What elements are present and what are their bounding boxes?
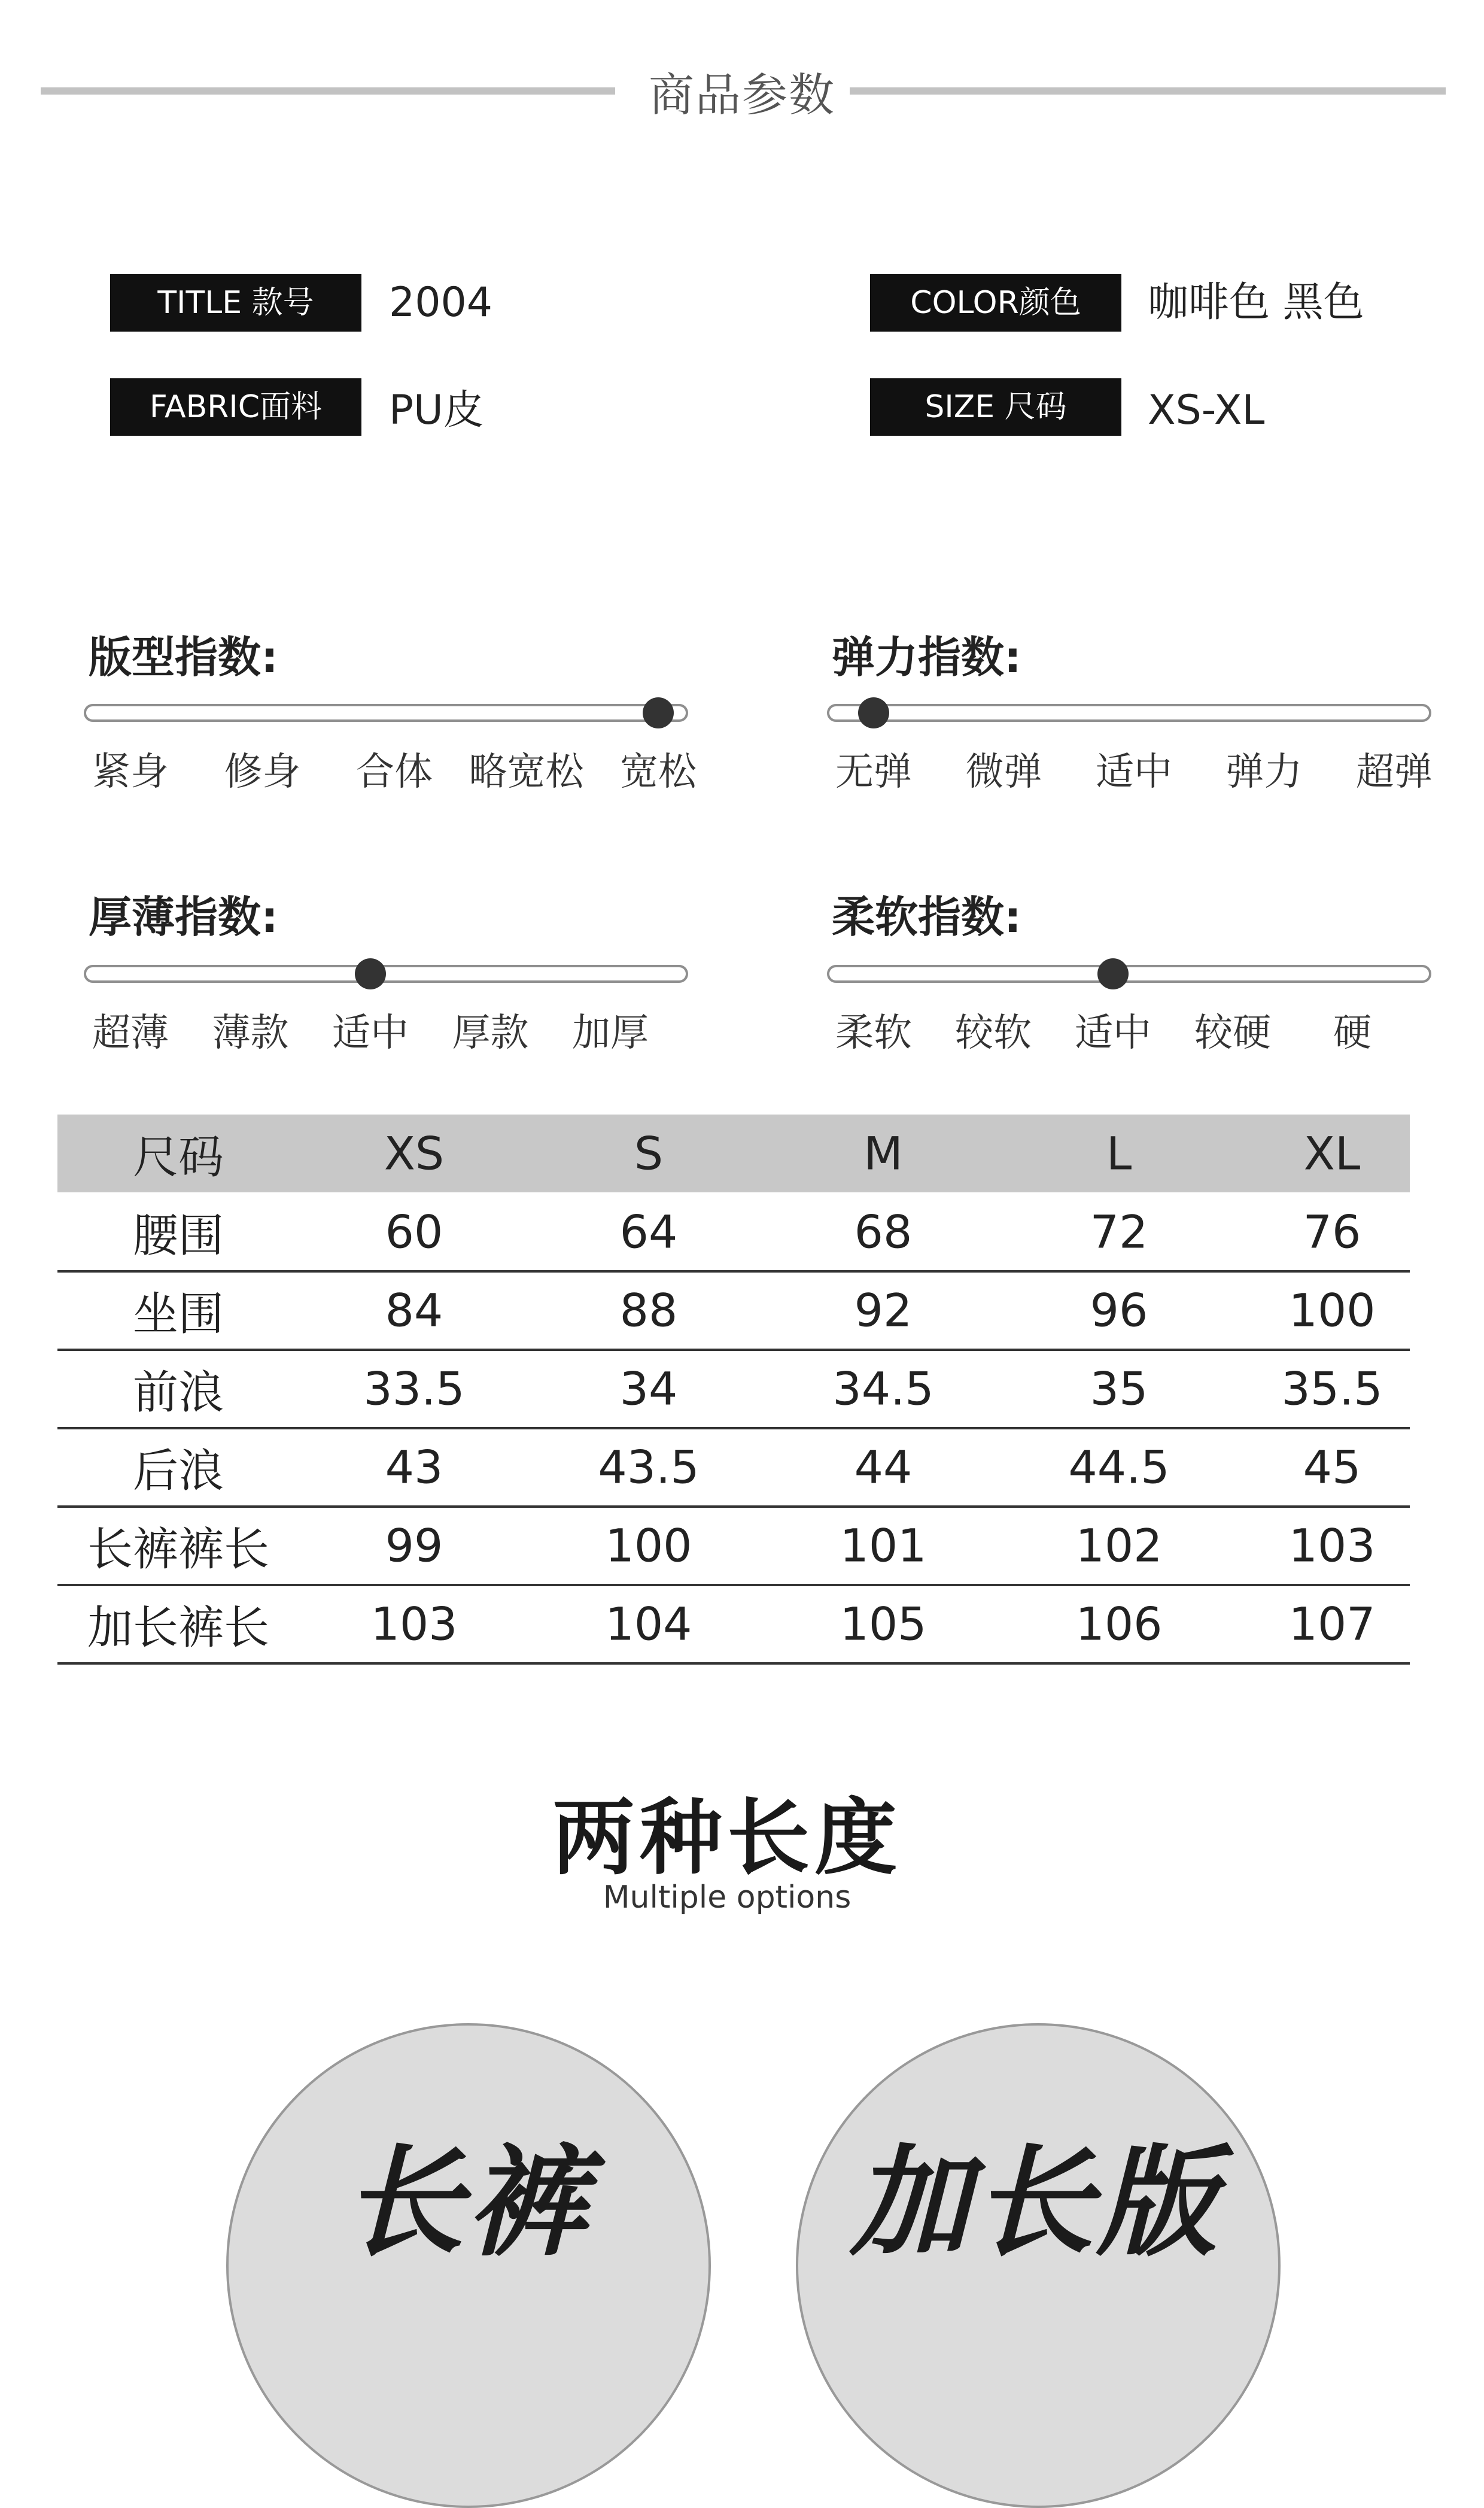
table-cell: 101 — [840, 1519, 927, 1572]
index-tick-label: 厚款 — [452, 1011, 529, 1055]
table-cell: 44 — [854, 1440, 913, 1494]
index-tick-label: 柔软 — [835, 1011, 912, 1055]
table-cell: 43 — [385, 1440, 443, 1494]
table-cell: 34 — [619, 1362, 678, 1416]
index-tick-label: 弹力 — [1225, 750, 1303, 794]
index-tick-label: 薄款 — [212, 1011, 289, 1055]
param-value: XS-XL — [1148, 387, 1265, 434]
header-line-left — [41, 87, 615, 95]
table-cell: 68 — [854, 1205, 913, 1259]
table-cell: 76 — [1303, 1205, 1361, 1259]
table-row-divider — [57, 1270, 1410, 1273]
index-knob — [355, 958, 386, 989]
index-title: 版型指数: — [89, 632, 278, 682]
index-track — [84, 965, 688, 983]
index-tick-label: 适中 — [1075, 1011, 1151, 1055]
index-tick-label: 硬 — [1333, 1011, 1372, 1055]
index-tick-label: 合体 — [356, 750, 433, 794]
index-tick-label: 较软 — [955, 1011, 1032, 1055]
table-cell: 45 — [1303, 1440, 1361, 1494]
table-row-divider — [57, 1662, 1410, 1665]
index-tick-label: 适中 — [1096, 750, 1172, 794]
index-knob — [643, 697, 674, 728]
table-header-cell: XL — [1303, 1127, 1361, 1180]
table-cell: 92 — [854, 1283, 913, 1337]
table-cell: 44.5 — [1068, 1440, 1170, 1494]
table-row-divider — [57, 1505, 1410, 1508]
index-tick-label: 加厚 — [572, 1011, 649, 1055]
table-row-divider — [57, 1349, 1410, 1351]
index-tick-label: 略宽松 — [469, 750, 584, 794]
table-row-divider — [57, 1584, 1410, 1586]
param-value: 咖啡色 黑色 — [1148, 279, 1364, 326]
option-label-long: 加长版 — [850, 2133, 1221, 2273]
table-row-label: 腰围 — [133, 1209, 224, 1262]
table-row-label: 后浪 — [133, 1444, 224, 1498]
index-tick-label: 紧身 — [92, 750, 169, 794]
table-cell: 106 — [1075, 1597, 1163, 1651]
table-row-divider — [57, 1427, 1410, 1429]
table-cell: 103 — [1288, 1519, 1376, 1572]
table-cell: 100 — [605, 1519, 692, 1572]
param-label: COLOR颜色 — [870, 274, 1121, 332]
index-tick-label: 超弹 — [1356, 750, 1433, 794]
table-cell: 88 — [619, 1283, 678, 1337]
table-cell: 43.5 — [598, 1440, 700, 1494]
index-track — [827, 704, 1431, 722]
table-row-label: 加长裤长 — [87, 1601, 269, 1654]
table-cell: 103 — [370, 1597, 458, 1651]
index-tick-label: 超薄 — [92, 1011, 169, 1055]
size-table-header — [57, 1115, 1410, 1192]
table-header-cell: XS — [384, 1127, 445, 1180]
table-cell: 104 — [605, 1597, 692, 1651]
table-cell: 105 — [840, 1597, 927, 1651]
index-tick-label: 修身 — [224, 750, 301, 794]
section-subtitle: Multiple options — [603, 1880, 852, 1915]
table-cell: 99 — [385, 1519, 443, 1572]
table-cell: 60 — [385, 1205, 443, 1259]
index-title: 厚薄指数: — [89, 892, 278, 942]
table-cell: 72 — [1090, 1205, 1148, 1259]
param-label: SIZE 尺码 — [870, 378, 1121, 436]
table-header-cell: 尺码 — [133, 1130, 224, 1184]
param-label: FABRIC面料 — [110, 378, 361, 436]
table-cell: 34.5 — [832, 1362, 934, 1416]
page-title: 商品参数 — [649, 68, 835, 122]
table-cell: 100 — [1288, 1283, 1376, 1337]
table-header-cell: S — [634, 1127, 664, 1180]
index-knob — [858, 697, 889, 728]
index-tick-label: 宽松 — [620, 750, 697, 794]
index-tick-label: 较硬 — [1194, 1011, 1271, 1055]
table-cell: 35.5 — [1281, 1362, 1383, 1416]
table-cell: 33.5 — [363, 1362, 465, 1416]
section-title: 两种长度 — [552, 1790, 902, 1886]
table-row-label: 坐围 — [133, 1287, 224, 1341]
table-header-cell: L — [1106, 1127, 1132, 1180]
header-line-right — [850, 87, 1446, 95]
table-cell: 96 — [1090, 1283, 1148, 1337]
table-cell: 64 — [619, 1205, 678, 1259]
index-track — [827, 965, 1431, 983]
table-cell: 107 — [1288, 1597, 1376, 1651]
index-knob — [1097, 958, 1129, 989]
table-cell: 102 — [1075, 1519, 1163, 1572]
index-title: 弹力指数: — [832, 632, 1021, 682]
param-value: PU皮 — [389, 387, 484, 434]
option-label-regular: 长裤 — [343, 2133, 591, 2273]
index-title: 柔软指数: — [832, 892, 1021, 942]
table-header-cell: M — [863, 1127, 903, 1180]
param-value: 2004 — [389, 279, 493, 326]
index-tick-label: 无弹 — [835, 750, 912, 794]
table-row-label: 前浪 — [133, 1365, 224, 1419]
param-label: TITLE 款号 — [110, 274, 361, 332]
table-row-label: 长裤裤长 — [87, 1522, 269, 1576]
index-tick-label: 微弹 — [965, 750, 1042, 794]
index-tick-label: 适中 — [332, 1011, 409, 1055]
table-cell: 35 — [1090, 1362, 1148, 1416]
table-cell: 84 — [385, 1283, 443, 1337]
index-track — [84, 704, 688, 722]
